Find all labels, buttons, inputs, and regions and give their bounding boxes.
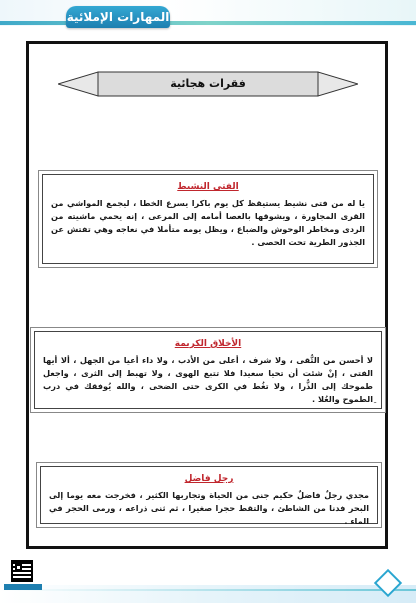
paragraph-text: مجدي رجلٌ فاضلٌ حكيم جنى من الحياة وتجاربها الكثير ، فخرجت معه يوما إلى البحر فدنا من الشاطئ ، والتقط حجرا صغيرا ، ثم ثنى ذراعه ، ورمى الحجر في الماء . xyxy=(49,490,369,526)
paragraph-box-2 xyxy=(34,331,382,409)
paragraph-box-3 xyxy=(40,466,378,524)
page-number xyxy=(378,576,398,590)
qr-code-icon[interactable] xyxy=(11,560,33,582)
title-banner xyxy=(58,69,358,99)
paragraph-text: لا أحسن من التُّقى ، ولا شرف ، أعلى من الأدب ، ولا داء أعيا من الجهل ، ألا أيها الفتى ، إنْ شئت أن تحيا سعيدا فلا تتبع الهوى ، ولا تهبط إلى الثرى ، واجعل طموحك إلى الذُّرا ، ولا تغُط في الكرى حتى الضحى ، والله يُوفقك في درب ِالطموح والعُلا . xyxy=(43,355,373,404)
footer-band xyxy=(0,585,416,603)
page-title: فقرات هجائية xyxy=(170,77,246,90)
paragraph-title: الأخلاق الكريمة xyxy=(174,339,242,349)
section-tab: المهارات الإملائية xyxy=(66,6,170,28)
paragraph-title: رجل فاضل xyxy=(184,474,234,484)
paragraph-box-1 xyxy=(42,174,374,264)
qr-label xyxy=(4,584,42,590)
paragraph-title: الفتى النشيط xyxy=(177,182,239,192)
paragraph-text: يا له من فتى نشيط يستيقظ كل يوم باكرا يسرع الخطا ، ليجمع المواشي من القرى المجاورة ، ويشوقها بالعصا أمامه إلى المرعى ، إنه يحمي ماشيته من الردى ومخاطر الوحوش والضباع ، ويظل يومه متأملا في نعاجه وهي تفتش عن الجذور الطرية تحت الحصى . xyxy=(51,198,365,247)
header-stripe xyxy=(0,21,416,25)
footer-stripe xyxy=(0,589,416,591)
